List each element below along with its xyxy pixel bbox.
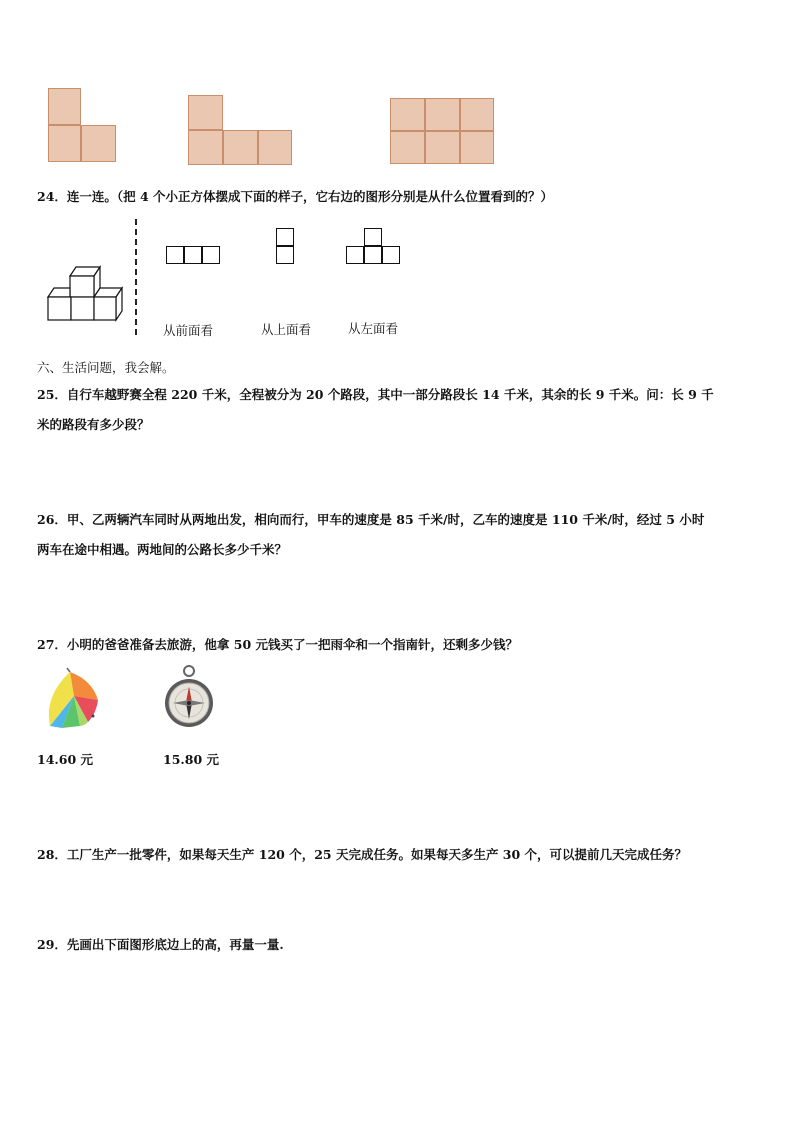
divider-dashed [135,219,137,335]
section-title: 六、生活问题，我会解。 [37,360,175,375]
view-label-top: 从上面看 [261,322,312,337]
q26-line1: 26．甲、乙两辆汽车同时从两地出发，相向而行，甲车的速度是 85 千米/时，乙车的速度是 110 千米/时，经过 5 小时 [37,512,705,527]
compass-price: 15.80 元 [163,752,219,767]
view-label-front: 从前面看 [163,323,214,338]
q25-line1: 25．自行车越野赛全程 220 千米，全程被分为 20 个路段，其中一部分路段长 14 千米，其余的长 9 千米。问：长 9 千 [37,387,714,402]
umbrella-image [40,666,102,730]
compass-image [163,663,215,733]
view-label-left: 从左面看 [348,321,399,336]
q29-text: 29．先画出下面图形底边上的高，再量一量. [37,937,284,952]
umbrella-price: 14.60 元 [37,752,93,767]
q26-line2: 两车在途中相遇。两地间的公路长多少千米？ [37,542,288,557]
q24-text: 24．连一连。（把 4 个小正方体摆成下面的样子，它右边的图形分别是从什么位置看到的？） [37,189,554,204]
q27-text: 27．小明的爸爸准备去旅游，他拿 50 元钱买了一把雨伞和一个指南针，还剩多少钱？ [37,637,518,652]
cube-stack-figure [42,262,126,324]
q28-text: 28．工厂生产一批零件，如果每天生产 120 个，25 天完成任务。如果每天多生产 30 个，可以提前几天完成任务？ [37,847,688,862]
q25-line2: 米的路段有多少段？ [37,417,150,432]
